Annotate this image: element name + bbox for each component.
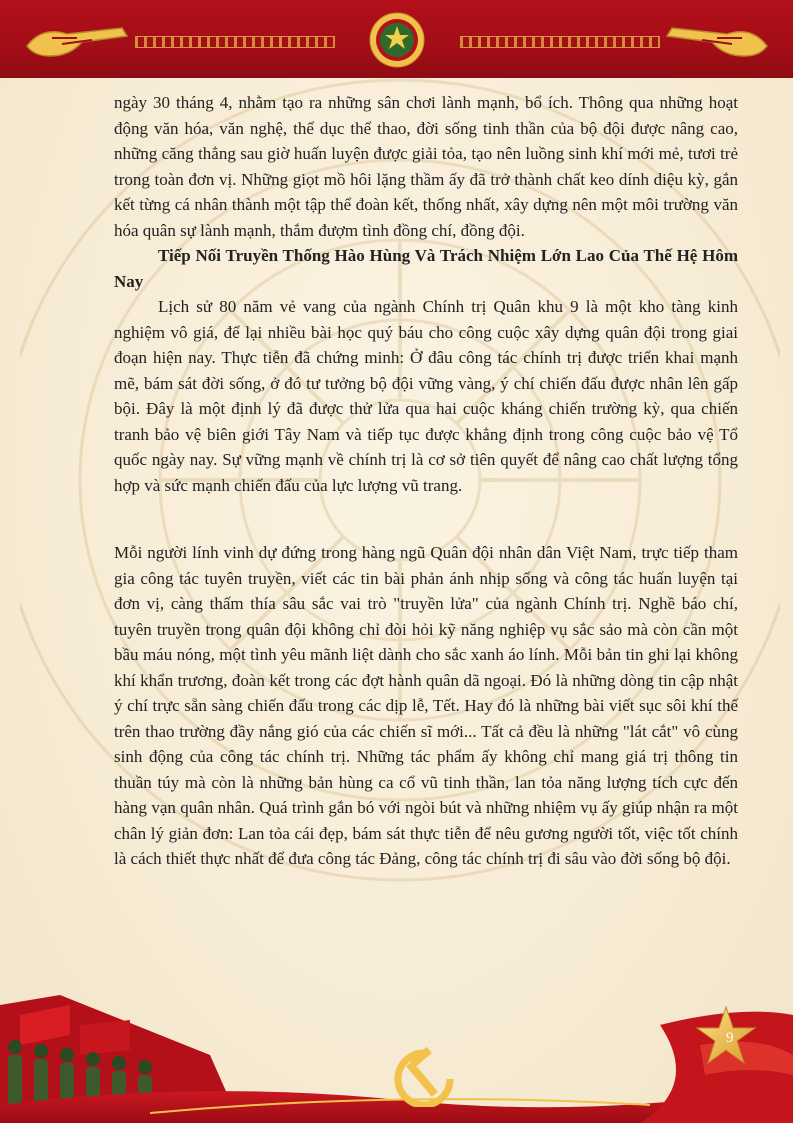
article-body — [114, 90, 738, 872]
paragraph-1: ngày 30 tháng 4, nhằm tạo ra những sân chơi lành mạnh, bổ ích. Thông qua những hoạt động văn hóa, văn nghệ, thể dục thể thao, đời sống tinh thần của bộ đội được nâng cao, những căng thẳng sau giờ huấn luyện được giải tỏa, tạo nên luồng sinh khí mới mẻ, tươi trẻ trong toàn đơn vị. Những giọt mồ hôi lặng thầm ấy đã trở thành chất keo dính diệu kỳ, gắn kết từng cá nhân thành một tập thể đoàn kết, thống nhất, xây dựng nên một môi trường văn hóa quân sự lành mạnh, thắm đượm tình đồng chí, đồng đội. — [114, 93, 738, 240]
header-pattern-right — [460, 36, 660, 48]
header-pattern-left — [135, 36, 335, 48]
paragraph-3: Mỗi người lính vinh dự đứng trong hàng ngũ Quân đội nhân dân Việt Nam, trực tiếp tham gia công tác tuyên truyền, viết các tin bài phản ánh nhịp sống và công tác huấn luyện tại đơn vị, càng thấm thía sâu sắc vai trò "truyền lửa" của ngành Chính trị. Nghề báo chí, tuyên truyền trong quân đội không chỉ đòi hỏi kỹ năng nghiệp vụ sắc sảo mà còn cần một bầu máu nóng, một tình yêu mãnh liệt dành cho sắc xanh áo lính. Mỗi bản tin ghi lại không khí khẩn trương, đoàn kết trong các đợt hành quân dã ngoại. Đó là những dòng tin cập nhật ý chí trực sẵn sàng chiến đấu trong các dịp lễ, Tết. Hay đó là những bài viết sục sôi khí thế trên thao trường đầy nắng gió của các chiến sĩ mới... Tất cả đều là những "lát cắt" vô cùng sinh động của công tác chính trị. Những tác phẩm ấy không chỉ mang giá trị thông tin thuần túy mà còn là những bản hùng ca cổ vũ tinh thần, lan tỏa năng lượng tích cực đến hàng vạn quân nhân. Quá trình gắn bó với ngòi bút và những nhiệm vụ ấy giúp nhận ra một chân lý giản đơn: Lan tỏa cái đẹp, bám sát thực tiễn để nêu gương người tốt, việc tốt chính là cách thiết thực nhất để đưa công tác Đảng, công tác chính trị đi sâu vào đời sống bộ đội. — [114, 543, 738, 868]
paragraph-2: Lịch sử 80 năm vẻ vang của ngành Chính trị Quân khu 9 là một kho tàng kinh nghiệm vô giá, để lại nhiều bài học quý báu cho công cuộc xây dựng quân đội trong giai đoạn hiện nay. Thực tiễn đã chứng minh: Ở đâu công tác chính trị được triển khai mạnh mẽ, bám sát đời sống, ở đó tư tưởng bộ đội vững vàng, ý chí chiến đấu được nhân lên gấp bội. Đây là một định lý đã được thử lửa qua hai cuộc kháng chiến trường kỳ, qua chiến tranh bảo vệ biên giới Tây Nam và tiếp tục được khẳng định trong công cuộc bảo vệ Tổ quốc ngày nay. Sự vững mạnh về chính trị là cơ sở tiên quyết để nâng cao chất lượng tổng hợp và sức mạnh chiến đấu của lực lượng vũ trang. — [114, 297, 738, 495]
horn-ornament-icon — [662, 16, 772, 66]
hammer-sickle-icon — [388, 1045, 460, 1107]
paragraph-spacer — [114, 498, 738, 540]
section-heading: Tiếp Nối Truyền Thống Hào Hùng Và Trách Nhiệm Lớn Lao Của Thế Hệ Hôm Nay — [114, 246, 738, 291]
page-number: 9 — [726, 1030, 734, 1046]
page-header-banner — [0, 0, 793, 78]
army-emblem-icon — [369, 12, 425, 68]
horn-ornament-icon — [22, 16, 132, 66]
